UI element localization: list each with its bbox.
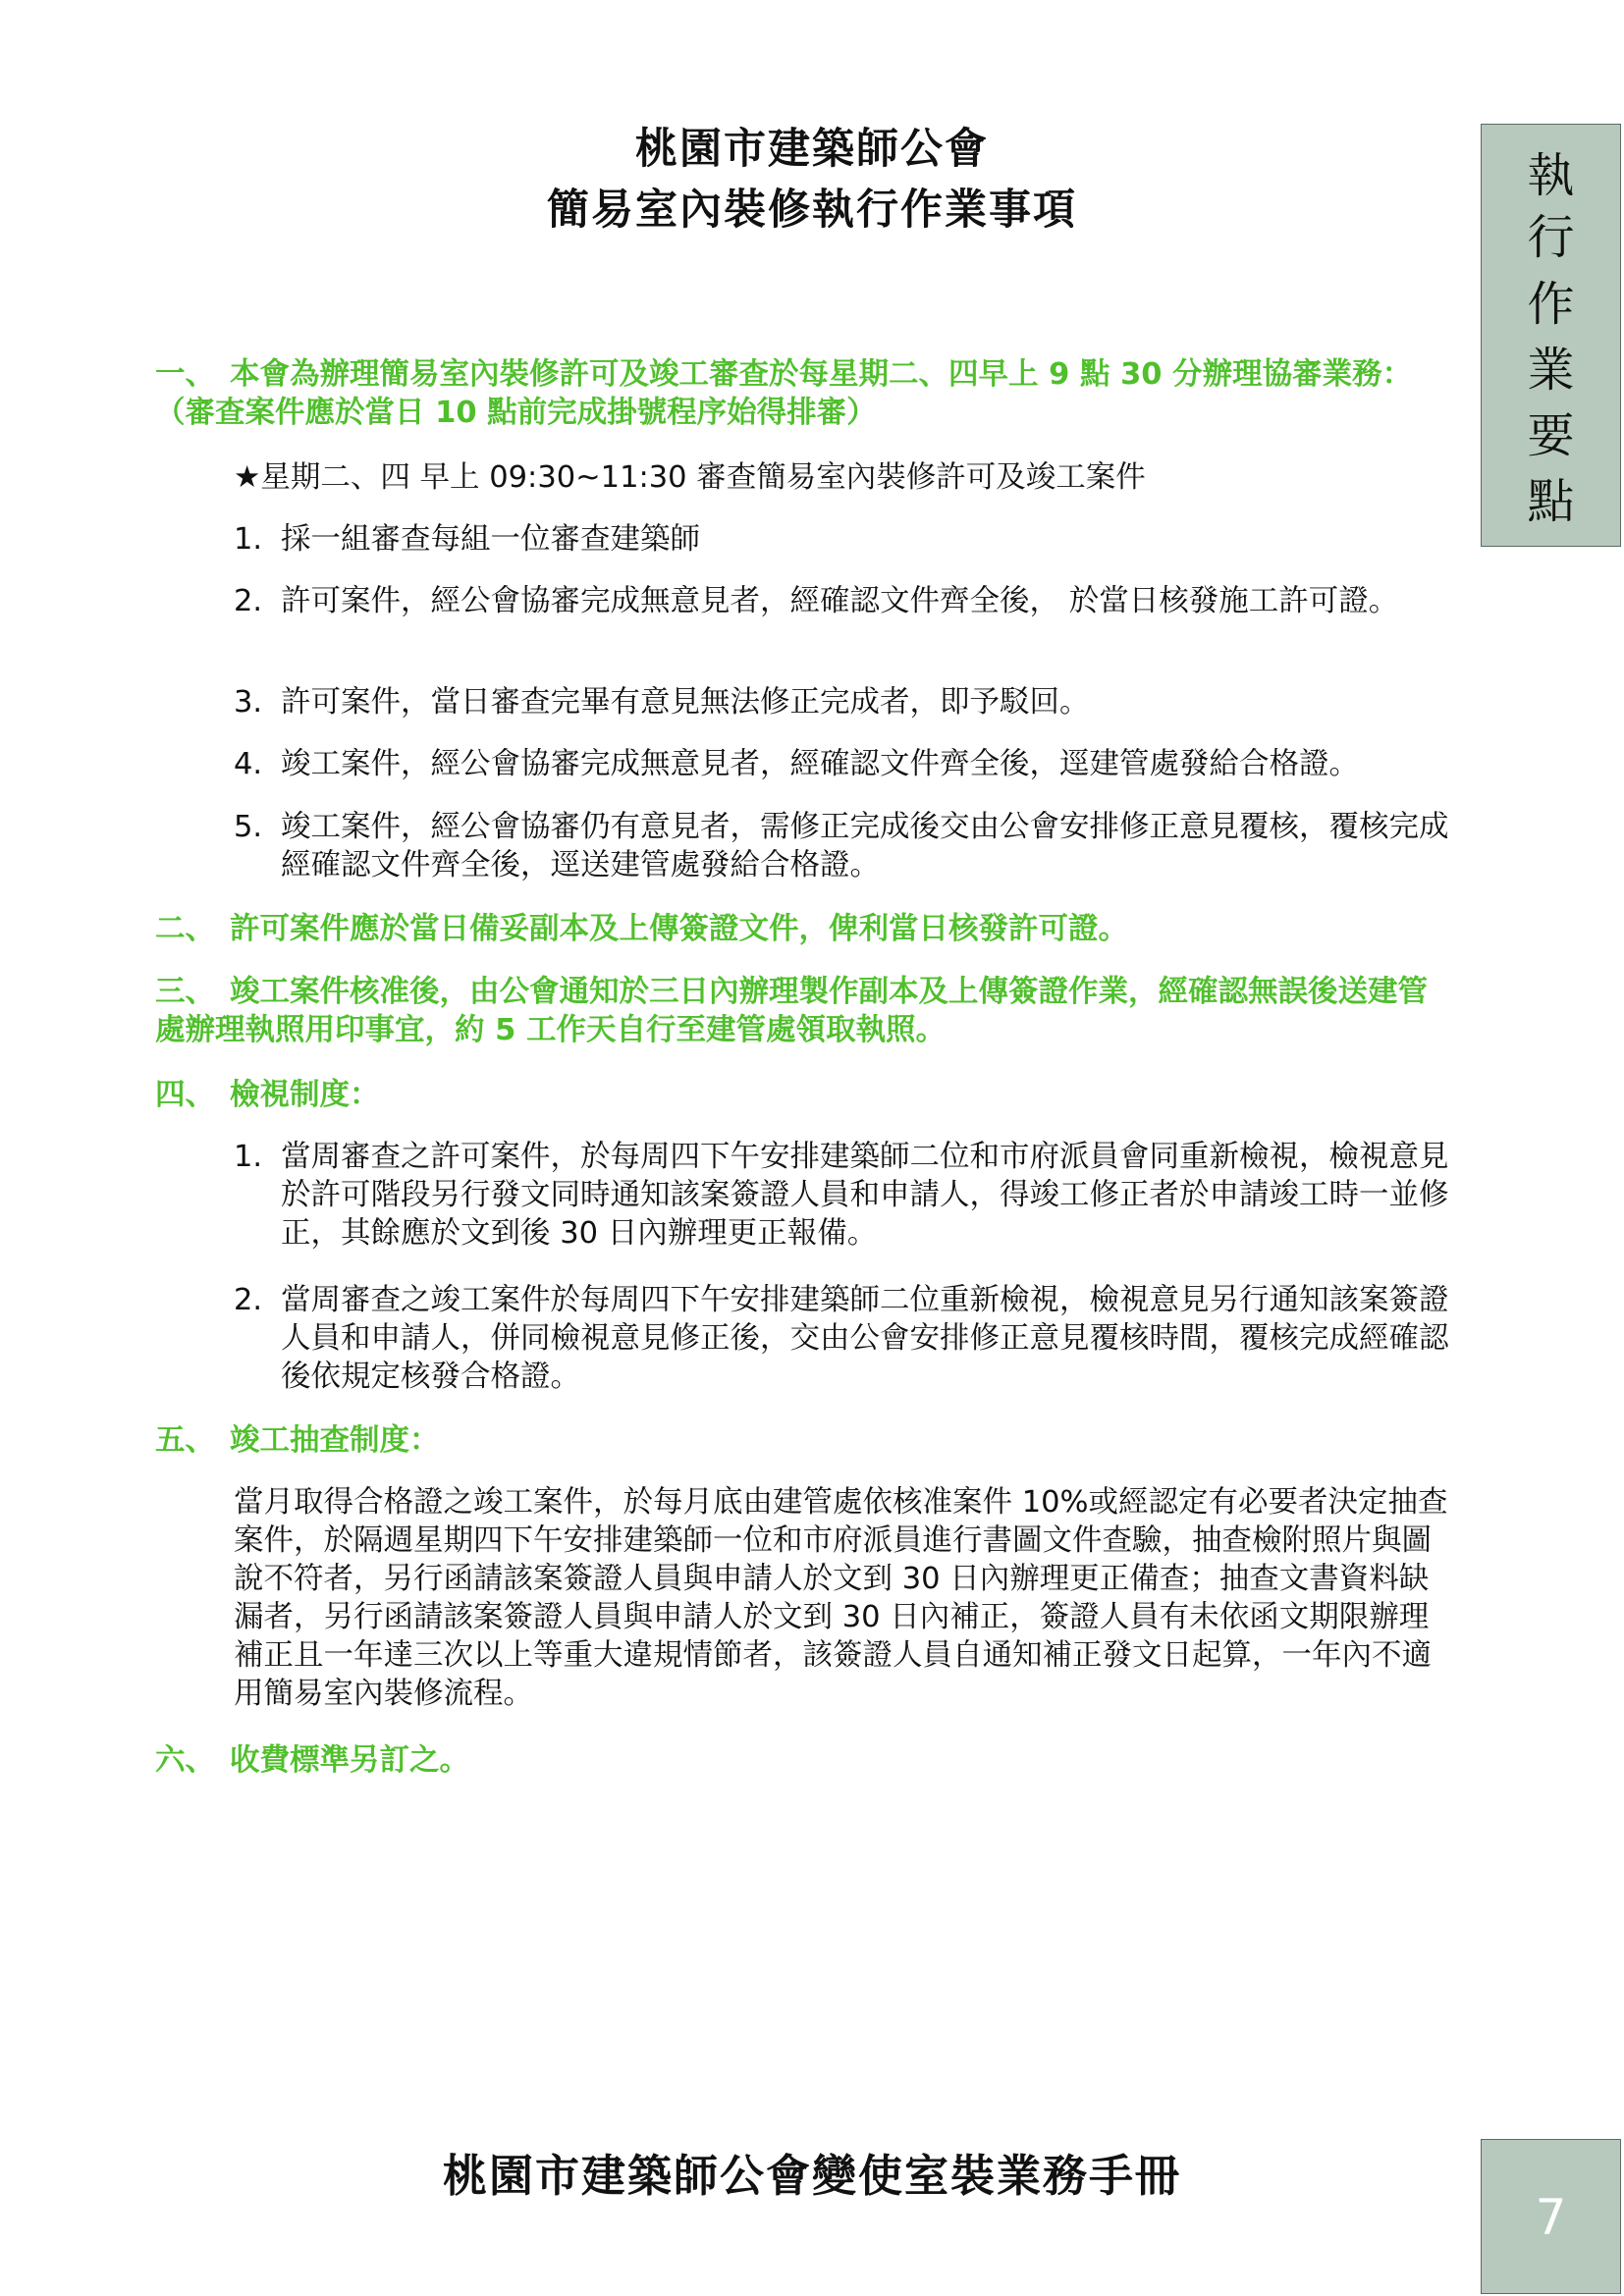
section-4-heading: [155, 1076, 1451, 1114]
schedule-note: ★星期二、四 早上 09:30~11:30 審查簡易室內裝修許可及竣工案件: [234, 460, 1146, 495]
section-text: 收費標準另訂之。: [230, 1743, 469, 1778]
page-number: 7: [1535, 2189, 1567, 2246]
side-tab-char: 點: [1527, 474, 1575, 529]
section-text: 竣工案件核准後，由公會通知於三日內辦理製作副本及上傳簽證作業，經確認無誤後送建管處辦理執照用印事宜，約 5 工作天自行至建管處領取執照。: [155, 975, 1428, 1047]
list-item: [234, 582, 1451, 620]
page-number-box: [1481, 2139, 1621, 2294]
list-item-number: 1.: [234, 1140, 263, 1174]
side-tab-char: 業: [1527, 343, 1575, 398]
list-item-number: 2.: [234, 1283, 263, 1317]
list-item: [234, 745, 1451, 783]
list-item-text: 當周審查之許可案件，於每周四下午安排建築師二位和市府派員會同重新檢視，檢視意見於許可階段另行發文同時通知該案簽證人員和申請人，得竣工修正者於申請竣工時一並修正，其餘應於文到後 30 日內辦理更正報備。: [281, 1140, 1449, 1251]
list-item-text: 採一組審查每組一位審查建築師: [281, 522, 700, 557]
side-tab-char: 要: [1527, 408, 1575, 463]
list-item: [234, 1281, 1451, 1396]
section-1-heading: [155, 355, 1451, 432]
chapter-side-tab: [1481, 124, 1621, 547]
section-number: 一、: [155, 357, 215, 392]
manual-footer-title: 桃園市建築師公會變使室裝業務手冊: [442, 2150, 1181, 2202]
list-item-number: 1.: [234, 522, 263, 557]
section-6-heading: [155, 1741, 1451, 1780]
section-5-heading: [155, 1421, 1451, 1460]
section-number: 六、: [155, 1743, 215, 1778]
section-text: 本會為辦理簡易室內裝修許可及竣工審查於每星期二、四早上 9 點 30 分辦理協審業務：（審查案件應於當日 10 點前完成掛號程序始得排審）: [155, 357, 1413, 430]
side-tab-char: 作: [1527, 277, 1575, 332]
section-text: 檢視制度：: [230, 1078, 380, 1112]
list-item-text: 許可案件，經公會協審完成無意見者，經確認文件齊全後， 於當日核發施工許可證。: [281, 584, 1399, 618]
section-3-heading: [155, 973, 1451, 1049]
list-item-text: 許可案件，當日審查完畢有意見無法修正完成者，即予駁回。: [281, 685, 1090, 720]
list-item-text: 竣工案件，經公會協審仍有意見者，需修正完成後交由公會安排修正意見覆核，覆核完成經確認文件齊全後，逕送建管處發給合格證。: [281, 810, 1449, 882]
section-number: 四、: [155, 1078, 215, 1112]
section-5-paragraph: 當月取得合格證之竣工案件，於每月底由建管處依核准案件 10%或經認定有必要者決定抽查案件，於隔週星期四下午安排建築師一位和市府派員進行書圖文件查驗，抽查檢附照片與圖說不符者，另行函請該案簽證人員與申請人於文到 30 日內辦理更正備查；抽查文書資料缺漏者，另行函請該案簽證人員與申請人於文到 30 日內補正，簽證人員有未依函文期限辦理補正且一年達三次以上等重大違規情節者，該簽證人員自通知補正發文日起算，一年內不適用簡易室內裝修流程。: [234, 1485, 1448, 1711]
list-item: [234, 808, 1451, 884]
list-item-number: 5.: [234, 810, 263, 844]
document-title-line2: 簡易室內裝修執行作業事項: [547, 186, 1077, 235]
section-number: 三、: [155, 975, 215, 1009]
list-item: [234, 683, 1451, 721]
list-item-number: 3.: [234, 685, 263, 720]
side-tab-char: 行: [1527, 210, 1575, 265]
list-item-number: 2.: [234, 584, 263, 618]
section-text: 許可案件應於當日備妥副本及上傳簽證文件，俾利當日核發許可證。: [230, 912, 1128, 946]
list-item: [234, 1138, 1451, 1253]
list-item: [234, 520, 1451, 559]
list-item-text: 當周審查之竣工案件於每周四下午安排建築師二位重新檢視，檢視意見另行通知該案簽證人員和申請人，併同檢視意見修正後，交由公會安排修正意見覆核時間，覆核完成經確認後依規定核發合格證。: [281, 1283, 1449, 1394]
list-item-text: 竣工案件，經公會協審完成無意見者，經確認文件齊全後，逕建管處發給合格證。: [281, 747, 1359, 781]
side-tab-char: 執: [1527, 148, 1575, 203]
section-number: 二、: [155, 912, 215, 946]
list-item-number: 4.: [234, 747, 263, 781]
section-2-heading: [155, 910, 1451, 948]
document-title-line1: 桃園市建築師公會: [635, 125, 989, 174]
section-text: 竣工抽查制度：: [230, 1423, 440, 1458]
section-number: 五、: [155, 1423, 215, 1458]
